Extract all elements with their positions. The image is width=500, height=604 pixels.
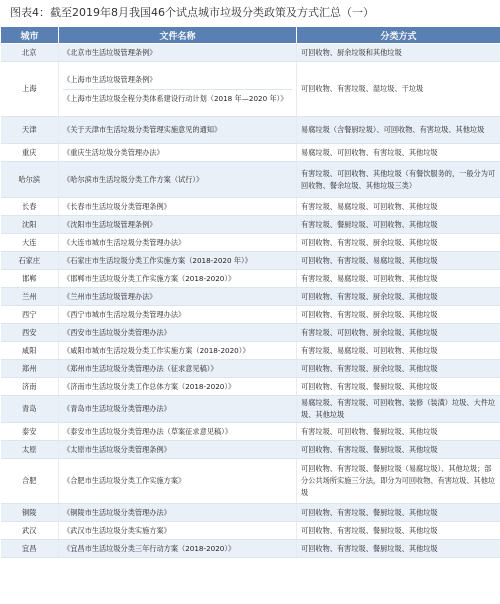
classification-cell: 有害垃圾、可回收物、餐厨垃圾、其他垃圾	[297, 423, 500, 441]
file-name: 《长春市生活垃圾分类管理条例》	[63, 201, 171, 211]
file-name-cell	[59, 324, 297, 342]
classification-cell: 可回收物、有害垃圾、餐厨垃圾、其他垃圾	[297, 522, 500, 540]
file-name-cell	[59, 252, 297, 270]
file-name: 《上海市生活垃圾管理条例》	[63, 74, 157, 84]
file-name-cell	[59, 342, 297, 360]
file-name-cell	[59, 234, 297, 252]
table-row	[1, 342, 500, 360]
file-name-cell	[59, 117, 297, 144]
file-name: 《关于天津市生活垃圾分类管理实施意见的通知》	[63, 125, 222, 134]
file-name: 《济南市生活垃圾分类工作总体方案（2018-2020）》	[63, 381, 236, 391]
file-name-cell	[59, 378, 297, 396]
city-cell: 邯郸	[1, 270, 59, 288]
file-name-cell	[59, 522, 297, 540]
city-cell: 兰州	[1, 288, 59, 306]
file-name: 《宜昌市生活垃圾分类三年行动方案（2018-2020）》	[63, 543, 236, 553]
table-row	[1, 162, 500, 198]
classification-cell: 可回收物、有害垃圾、餐厨垃圾、其他垃圾	[297, 378, 500, 396]
file-name: 《武汉市生活垃圾分类实施方案》	[63, 525, 171, 535]
file-name-cell	[59, 270, 297, 288]
city-cell: 太原	[1, 441, 59, 459]
file-name: 《铜陵市生活垃圾分类管理办法》	[63, 507, 171, 517]
header-file-name: 文件名称	[59, 27, 297, 44]
file-name: 《西安市生活垃圾分类管理办法》	[63, 327, 171, 337]
classification-cell: 有害垃圾、餐厨垃圾、可回收物、其他垃圾	[297, 216, 500, 234]
table-row	[1, 423, 500, 441]
table-row	[1, 522, 500, 540]
classification-cell: 可回收物、厨余垃圾和其他垃圾	[297, 44, 500, 62]
city-cell: 宜昌	[1, 540, 59, 558]
classification-cell: 可回收物、有害垃圾、湿垃圾、干垃圾	[297, 62, 500, 117]
table-row	[1, 540, 500, 558]
classification-cell: 有害垃圾、易腐垃圾、可回收物、其他垃圾	[297, 198, 500, 216]
classification-cell: 可回收物、有害垃圾、厨余垃圾、其他垃圾	[297, 288, 500, 306]
classification-cell: 可回收物、有害垃圾、厨余垃圾、其他垃圾	[297, 360, 500, 378]
table-row	[1, 396, 500, 423]
file-name-cell	[59, 62, 297, 117]
city-cell: 哈尔滨	[1, 162, 59, 198]
file-name: 《西宁市城市生活垃圾分类管理办法》	[63, 309, 186, 319]
classification-cell: 有害垃圾、可回收物、厨余垃圾、其他垃圾	[297, 324, 500, 342]
classification-cell: 易腐垃圾、有害垃圾、可回收物、装修（装潢）垃圾、大件垃圾、其他垃圾	[297, 396, 500, 423]
file-name: 《重庆生活垃圾分类管理办法》	[63, 147, 164, 157]
table-row	[1, 252, 500, 270]
city-cell: 咸阳	[1, 342, 59, 360]
file-name-cell	[59, 540, 297, 558]
file-name-cell	[59, 459, 297, 504]
table-row	[1, 306, 500, 324]
file-name-cell	[59, 198, 297, 216]
header-classification: 分类方式	[297, 27, 500, 44]
classification-cell: 可回收物、有害垃圾、餐厨垃圾、其他垃圾	[297, 504, 500, 522]
file-name: 《泰安市生活垃圾分类管理办法（草案征求意见稿）》	[63, 426, 232, 436]
table-row	[1, 288, 500, 306]
table-header-row	[1, 27, 500, 44]
classification-cell: 有害垃圾、易腐垃圾、可回收物、其他垃圾	[297, 342, 500, 360]
city-cell: 西宁	[1, 306, 59, 324]
city-cell: 上海	[1, 62, 59, 117]
classification-cell: 可回收物、有害垃圾、易腐垃圾、其他垃圾	[297, 252, 500, 270]
city-cell: 沈阳	[1, 216, 59, 234]
classification-cell: 可回收物、有害垃圾、厨余垃圾、其他垃圾	[297, 306, 500, 324]
classification-cell: 有害垃圾、可回收物、其他垃圾（有餐饮服务的，一般分为可回收物、餐余垃圾、其他垃圾三类）	[297, 162, 500, 198]
classification-cell: 有害垃圾、易腐垃圾、可回收物、其他垃圾	[297, 270, 500, 288]
city-cell: 泰安	[1, 423, 59, 441]
file-name-cell	[59, 162, 297, 198]
file-name: 《北京市生活垃圾管理条例》	[63, 47, 157, 57]
policy-table	[0, 26, 500, 558]
classification-cell: 可回收物、有害垃圾、餐厨垃圾（易腐垃圾）、其他垃圾；部分公共场所实施三分法，即分为可回收物、有害垃圾、其他垃圾	[297, 459, 500, 504]
city-cell: 武汉	[1, 522, 59, 540]
city-cell: 长春	[1, 198, 59, 216]
table-row	[1, 270, 500, 288]
file-name: 《太原市生活垃圾分类管理条例》	[63, 444, 171, 454]
classification-cell: 易腐垃圾（含餐厨垃圾）、可回收物、有害垃圾、其他垃圾	[297, 117, 500, 144]
file-name-cell	[59, 504, 297, 522]
table-row	[1, 378, 500, 396]
classification-cell: 可回收物、有害垃圾、餐厨垃圾、其他垃圾	[297, 441, 500, 459]
city-cell: 石家庄	[1, 252, 59, 270]
file-name: 《咸阳市城市生活垃圾分类工作实施方案（2018-2020）》	[63, 345, 250, 355]
city-cell: 济南	[1, 378, 59, 396]
file-name: 《哈尔滨市生活垃圾分类工作方案（试行）》	[63, 174, 204, 184]
city-cell: 天津	[1, 117, 59, 144]
file-name: 《沈阳市生活垃圾管理条例》	[63, 219, 157, 229]
file-name: 《郑州市生活垃圾分类管理办法（征求意见稿）》	[63, 363, 218, 373]
city-cell: 北京	[1, 44, 59, 62]
table-row	[1, 441, 500, 459]
file-name-cell	[59, 44, 297, 62]
classification-cell: 可回收物、有害垃圾、厨余垃圾、其他垃圾	[297, 234, 500, 252]
file-name: 《邯郸市生活垃圾分类工作实施方案（2018-2020）》	[63, 273, 236, 283]
classification-cell: 易腐垃圾、可回收物、有害垃圾、其他垃圾	[297, 144, 500, 162]
file-name: 《上海市生活垃圾全程分类体系建设行动计划（2018 年—2020 年）》	[63, 89, 292, 105]
file-name-cell	[59, 288, 297, 306]
table-row	[1, 198, 500, 216]
file-name: 《兰州市生活垃圾管理办法》	[63, 291, 157, 301]
table-row	[1, 144, 500, 162]
table-row	[1, 360, 500, 378]
city-cell: 大连	[1, 234, 59, 252]
city-cell: 铜陵	[1, 504, 59, 522]
table-row	[1, 504, 500, 522]
file-name: 《大连市城市生活垃圾分类管理办法》	[63, 237, 186, 247]
file-name-cell	[59, 216, 297, 234]
city-cell: 西安	[1, 324, 59, 342]
table-row	[1, 216, 500, 234]
file-name: 《合肥市生活垃圾分类工作实施方案》	[63, 476, 186, 485]
table-row	[1, 44, 500, 62]
header-city: 城市	[1, 27, 59, 44]
file-name-cell	[59, 441, 297, 459]
figure-title: 图表4：截至2019年8月我国46个试点城市垃圾分类政策及方式汇总（一）	[10, 6, 374, 19]
file-name-cell	[59, 423, 297, 441]
table-body	[1, 44, 500, 558]
file-name: 《石家庄市生活垃圾分类工作实施方案（2018-2020 年）》	[63, 255, 252, 265]
city-cell: 重庆	[1, 144, 59, 162]
city-cell: 郑州	[1, 360, 59, 378]
table-row	[1, 62, 500, 117]
file-name-cell	[59, 306, 297, 324]
table-row	[1, 117, 500, 144]
city-cell: 合肥	[1, 459, 59, 504]
table-row	[1, 459, 500, 504]
classification-cell: 可回收物、有害垃圾、餐厨垃圾、其他垃圾	[297, 540, 500, 558]
table-row	[1, 234, 500, 252]
file-name-cell	[59, 360, 297, 378]
table-row	[1, 324, 500, 342]
file-name-cell	[59, 396, 297, 423]
file-name-cell	[59, 144, 297, 162]
city-cell: 青岛	[1, 396, 59, 423]
file-name: 《青岛市生活垃圾分类管理办法》	[63, 404, 171, 413]
